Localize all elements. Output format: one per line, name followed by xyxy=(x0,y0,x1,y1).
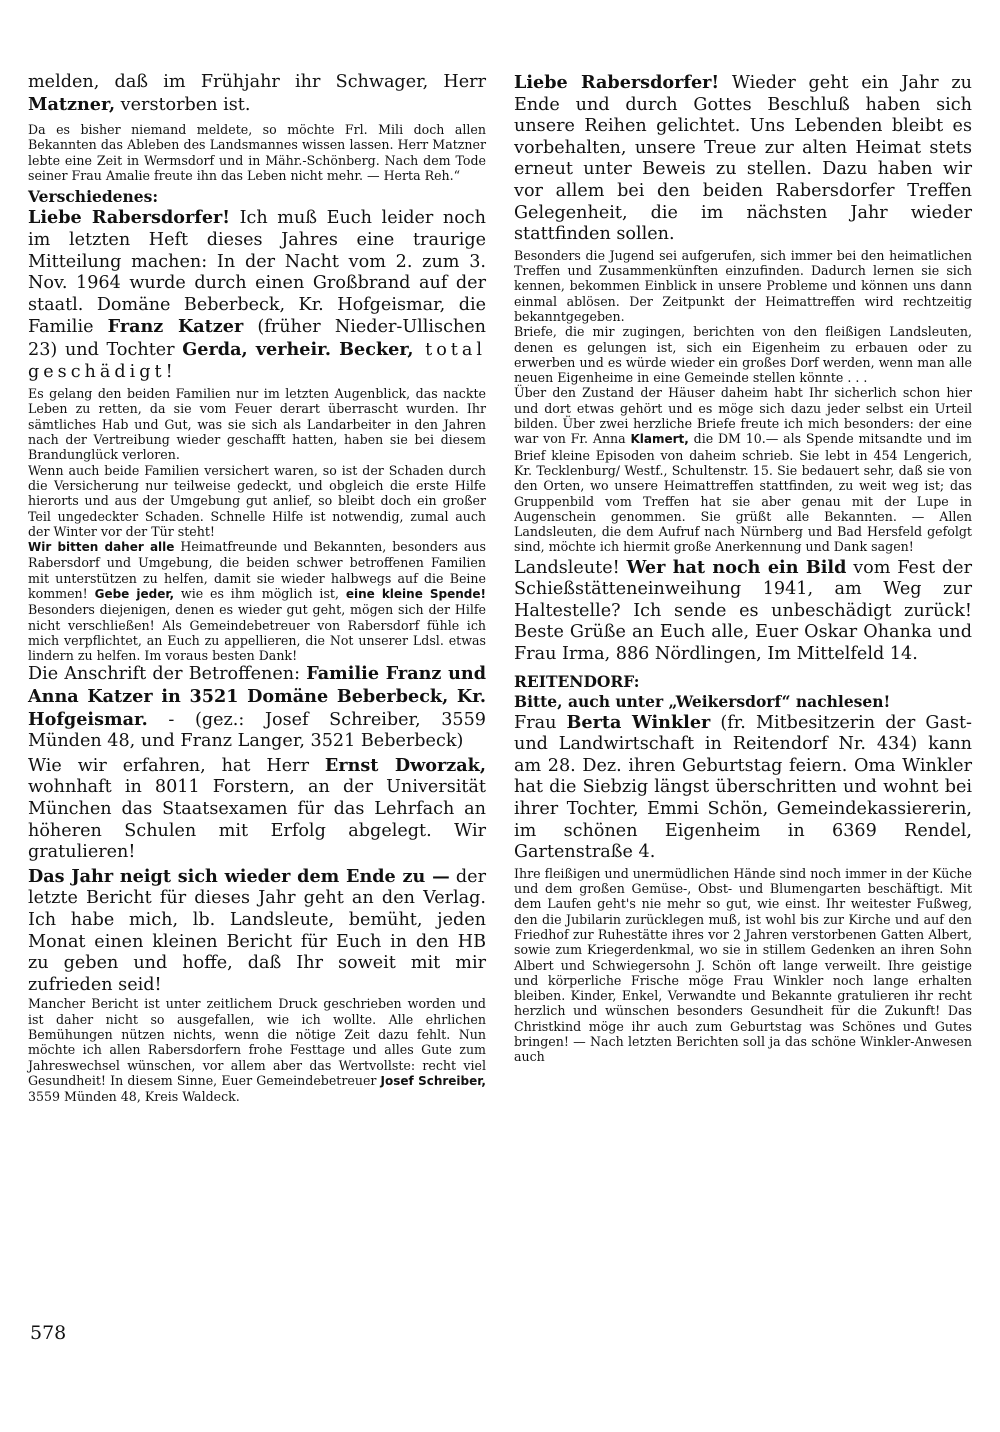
text-run: melden, daß im Frühjahr ihr Schwager, Herr xyxy=(28,72,486,92)
salutation: Liebe Rabersdorfer! xyxy=(28,207,231,229)
photo-request-lead: Wer hat noch ein Bild xyxy=(626,556,847,578)
appeal-lead: Wir bitten daher alle xyxy=(28,540,175,555)
text-run: Über den Zustand der Häuser daheim habt Ihr sicherlich schon hier und dort etwas gehört und es möge sich dazu jeder selbst ein Urteil bilden. Über zwei herzliche Briefe freute ich mich besonders: der eine war von Fr. Anna xyxy=(514,385,972,447)
paragraph-mili: Da es bisher niemand meldete, so möchte Frl. Mili doch allen Bekannten das Ableben des Landsmannes wissen lassen. Herr Matzner lebte eine Zeit in Wermsdorf und in Mähr.-Schönberg. Nach dem Tode seiner Frau Amalie freute ihn das Leben nicht mehr. — Herta Reh.“ xyxy=(28,122,486,184)
text-run: Heimatfreunde und Bekannten, besonders aus Rabersdorf und Umgebung, die beiden schwer betroffenen Familien mit unterstützen zu helfen, damit sie wieder halbwegs auf die Beine kommen! xyxy=(28,539,486,601)
text-run: wohnhaft in 8011 Forstern, an der Universität München das Staatsexamen für das Lehrfach an höheren Schulen mit Erfolg abgelegt. Wir gratulieren! xyxy=(28,777,486,863)
text-run: Ich muß Euch leider noch im letzten Heft dieses Jahres eine traurige Mitteilung machen: In der Nacht vom 2. zum 3. Nov. 1964 wurde durch einen Großbrand auf der staatl. Domäne Beberbeck, Kr. Hofgeismar, die Familie xyxy=(28,208,486,338)
section-heading-reitendorf: REITENDORF: xyxy=(514,671,640,691)
name-franz-katzer: Franz Katzer xyxy=(107,316,244,338)
text-run: - (gez.: Josef Schreiber, 3559 Münden 48, und Franz Langer, 3521 Beberbeck) xyxy=(28,709,486,752)
address-katzer: Familie Franz und Anna Katzer in 3521 Domäne Beberbeck, Kr. Hofgeismar. xyxy=(28,663,487,730)
paragraph-letters: Briefe, die mir zugingen, berichten von den fleißigen Landsleuten, denen es gelungen ist, sich ein Eigenheim zu erbauen oder zu erwerben und es würde wieder ein großes Dorf werden, wenn man alle neuen Eigenheime in eine Gemeinde stellen könnte . . . xyxy=(514,324,972,386)
text-run: (früher Nieder-Ullischen 23) und Tochter xyxy=(28,317,486,360)
appeal-spende: eine kleine Spende! xyxy=(345,586,486,601)
paragraph-appeal xyxy=(28,539,486,663)
paragraph-winkler-life: Ihre fleißigen und unermüdlichen Hände sind noch immer in der Küche und dem großen Gemüse-, Obst- und Blumengarten beschäftigt. Mit dem Laufen geht's nie mehr so gut, wie einst. Ihr weitester Fußweg, den die Jubilarin zurücklegen muß, ist wohl bis zur Kirche und auf den Friedhof zur Ruhestätte ihres vor 2 Jahren verstorbenen Gatten Albert, sowie zum Kriegerdenkmal, wo sie in stillem Gedenken an ihren Sohn Albert und Schwiegersohn J. Schön oft lange verweilt. Ihre geistige und körperliche Frische möge Frau Winkler noch lange erhalten bleiben. Kinder, Enkel, Verwandte und Bekannte gratulieren ihr recht herzlich und wünschen besonders Gesundheit für die Zukunft! Das Christkind möge ihr auch zum Geburtstag was Schönes und Gutes bringen! — Nach letzten Berichten soll ja das schöne Winkler-Anwesen auch xyxy=(514,865,972,1065)
paragraph-matzner xyxy=(28,72,486,116)
name-dworzak: Ernst Dworzak, xyxy=(324,754,486,776)
subheading-weikersdorf: Bitte, auch unter „Weikersdorf“ nachlesen! xyxy=(514,691,891,711)
section-heading-verschiedenes: Verschiedenes: xyxy=(28,187,159,207)
salutation: Liebe Rabersdorfer! xyxy=(514,72,720,93)
paragraph-dworzak xyxy=(28,755,486,864)
paragraph-photo-request xyxy=(514,557,972,666)
paragraph-winkler-birthday xyxy=(514,712,972,864)
text-run: Frau xyxy=(514,712,567,733)
year-end-lead: Das Jahr neigt sich wieder dem Ende zu — xyxy=(28,865,450,887)
paragraph-klamert xyxy=(514,385,972,554)
paragraph-youth: Besonders die Jugend sei aufgerufen, sich immer bei den heimatlichen Treffen und Zusammenkünften einzufinden. Dadurch lernen sie sich kennen, bekommen Einblick in unsere Probleme und können uns dann einmal ablösen. Der Zeitpunkt der Heimattreffen wird rechtzeitig bekanntgegeben. xyxy=(514,247,972,324)
text-run: verstorben ist. xyxy=(115,94,251,115)
text-run: Die Anschrift der Betroffenen: xyxy=(28,664,307,685)
paragraph-address xyxy=(28,663,486,752)
text-run: wie es ihm möglich ist, xyxy=(174,585,346,601)
paragraph-insurance: Wenn auch beide Familien versichert waren, so ist der Schaden durch die Versicherung nur teilweise gedeckt, und obgleich die erste Hilfe hierorts und aus der Umgebung gut anlief, so bleibt doch ein großer Teil ungedeckter Schaden. Schnelle Hilfe ist notwendig, zumal auch der Winter vor der Tür steht! xyxy=(28,462,486,539)
left-column xyxy=(28,72,486,1104)
text-run: vom Fest der Schießstätteneinweihung 1941, am Weg zur Haltestelle? Ich sende es unbeschädigt zurück! Beste Grüße an Euch alle, Euer Oskar Ohanka und Frau Irma, 886 Nördlingen, Im Mittelfeld 14. xyxy=(514,557,972,665)
paragraph-year-ending xyxy=(514,72,972,246)
text-run: Mancher Bericht ist unter zeitlichem Druck geschrieben worden und ist daher nicht so ausgefallen, wie ich wollte. Alle ehrlichen Bemühungen nützen nichts, wenn die nötige Zeit dazu fehlt. Nun möchte ich allen Rabersdorfern frohe Festtage und alles Gute zum Jahreswechsel wünschen, vor allem aber das Wertvollste: recht viel Gesundheit! In diesem Sinne, Euer Gemeindebetreuer xyxy=(28,996,486,1088)
paragraph-year-end xyxy=(28,866,486,997)
paragraph-escape: Es gelang den beiden Familien nur im letzten Augenblick, das nackte Leben zu retten, da sie vom Feuer derart überrascht wurden. Ihr sämtliches Hab und Gut, was sie sich als Landarbeiter in den Jahren nach der Vertreibung wieder geschafft hatten, haben sie bei diesem Brandunglück verloren. xyxy=(28,386,486,463)
paragraph-fire-notice xyxy=(28,207,486,383)
page-number: 578 xyxy=(30,1322,67,1344)
right-column xyxy=(514,72,972,1065)
signature-schreiber: Josef Schreiber, xyxy=(380,1073,486,1088)
text-run: die DM 10.— als Spende mitsandte und im Brief kleine Episoden von daheim schrieb. Sie lebt in 454 Lengerich, Kr. Tecklenburg/ Westf., Schultenstr. 15. Sie bedauert sehr, daß sie von den Orten, wo unsere Heimattreffen stattfinden, zu weit weg ist; das Gruppenbild vom Treffen hat sie aber genau mit der Lupe in Augenschein genommen. Sie grüßt alle Bekannten. — Allen Landsleuten, die dem Aufruf nach Nürnberg und Bad Hersfeld gefolgt sind, möchte ich hiermit große Anerkennung und Dank sagen! xyxy=(514,431,972,555)
text-run: Wie wir erfahren, hat Herr xyxy=(28,755,325,776)
name-gerda-becker: Gerda, verheir. Becker, xyxy=(182,338,414,360)
paragraph-greetings xyxy=(28,996,486,1104)
text-run-spaced: total geschädigt! xyxy=(28,339,486,382)
text-run: 3559 Münden 48, Kreis Waldeck. xyxy=(28,1089,240,1105)
appeal-gebe-jeder: Gebe jeder, xyxy=(94,586,175,601)
name-matzner: Matzner, xyxy=(28,93,116,115)
text-run: (fr. Mitbesitzerin der Gast- und Landwirtschaft in Reitendorf Nr. 434) kann am 28. Dez. ihren Geburtstag feiern. Oma Winkler hat die Siebzig längst überschritten und wohnt bei ihrer Tochter, Emmi Schön, Gemeindekassiererin, im schönen Eigenheim in 6369 Rendel, Gartenstraße 4. xyxy=(514,712,973,863)
name-klamert: Klamert, xyxy=(630,432,689,447)
text-run: der letzte Bericht für dieses Jahr geht an den Verlag. Ich habe mich, lb. Landsleute, bemüht, jeden Monat einen kleinen Bericht für Euch in den HB zu geben und hoffe, daß Ihr soweit mit mir zufrieden seid! xyxy=(28,866,486,995)
text-run: Landsleute! xyxy=(514,557,627,578)
text-run: Wieder geht ein Jahr zu Ende und durch Gottes Beschluß haben sich unsere Reihen gelichtet. Uns Lebenden bleibt es vorbehalten, unsere Treue zur alten Heimat stets erneut unter Beweis zu stellen. Dazu haben wir vor allem bei den beiden Rabersdorfer Treffen Gelegenheit, die im nächsten Jahr wieder stattfinden sollen. xyxy=(514,73,972,245)
text-run: Besonders diejenigen, denen es wieder gut geht, mögen sich der Hilfe nicht verschließen! Als Gemeindebetreuer von Rabersdorf fühle ich mich verpflichtet, an Euch zu appellieren, die Not unserer Ldsl. etwas lindern zu helfen. Im voraus besten Dank! xyxy=(28,602,486,664)
name-berta-winkler: Berta Winkler xyxy=(566,711,711,733)
